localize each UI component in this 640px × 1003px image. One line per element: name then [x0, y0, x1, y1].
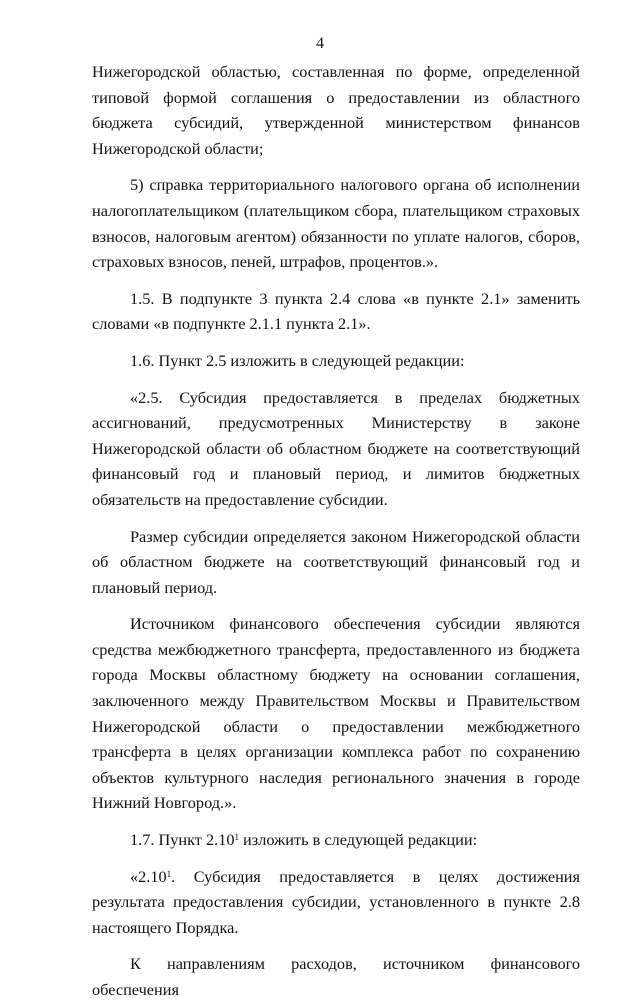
paragraph-1-6: 1.6. Пункт 2.5 изложить в следующей редакции:	[130, 350, 465, 370]
paragraph-2-10-1	[92, 864, 580, 941]
paragraph-1-7-text-end: изложить в следующей редакции:	[238, 830, 478, 850]
paragraph-2-10-1-text: «2.10	[130, 866, 167, 886]
paragraph-1-7	[92, 827, 580, 853]
paragraph-funding-source: Источником финансового обеспечения субсидии являются средства межбюджетного трансферта, предоставленного из бюджета города Москвы областному бюджету на основании соглашения, заключенного между Правительством Москвы и Правительством Нижегородской области о предоставлении межбюджетного трансферта в целях организации комплекса работ по сохранению объектов культурного наследия регионального значения в городе Нижний Новгород.».	[92, 614, 580, 813]
paragraph-2-5: «2.5. Субсидия предоставляется в пределах бюджетных ассигнований, предусмотренных Министерству в законе Нижегородской области об областном бюджете на соответствующий финансовый год и плановый период, и лимитов бюджетных обязательств на предоставление субсидии.	[92, 387, 580, 509]
paragraph-1-7-text: 1.7. Пункт 2.10	[130, 830, 235, 850]
paragraph-1-5: 1.5. В подпункте 3 пункта 2.4 слова «в пункте 2.1» заменить словами «в подпункте 2.1.1 пункта 2.1».	[92, 288, 580, 334]
document-body	[92, 59, 580, 1003]
paragraph-expenditure-directions: К направлениям расходов, источником финансового обеспечения	[92, 954, 580, 999]
paragraph-continuation: Нижегородской областью, составленная по форме, определенной типовой формой соглашения о предоставлении из областного бюджета субсидий, утвержденной министерством финансов Нижегородской области;	[92, 62, 580, 158]
superscript: 1	[234, 832, 239, 843]
paragraph-subsidy-size: Размер субсидии определяется законом Нижегородской области об областном бюджете на соответствующий финансовый год и плановый период.	[92, 526, 580, 597]
superscript: 1	[166, 868, 172, 879]
paragraph-item-5: 5) справка территориального налогового органа об исполнении налогоплательщиком (плательщиком сбора, плательщиком страховых взносов, налоговым агентом) обязанности по уплате налогов, сборов, страховых взносов, пеней, штрафов, процентов.».	[92, 175, 580, 272]
page-number: 4	[316, 35, 324, 52]
paragraph-2-10-1-text-end: . Субсидия предоставляется в целях достижения результата предоставления субсидии, установленного в пункте 2.8 настоящего Порядка.	[92, 866, 580, 937]
